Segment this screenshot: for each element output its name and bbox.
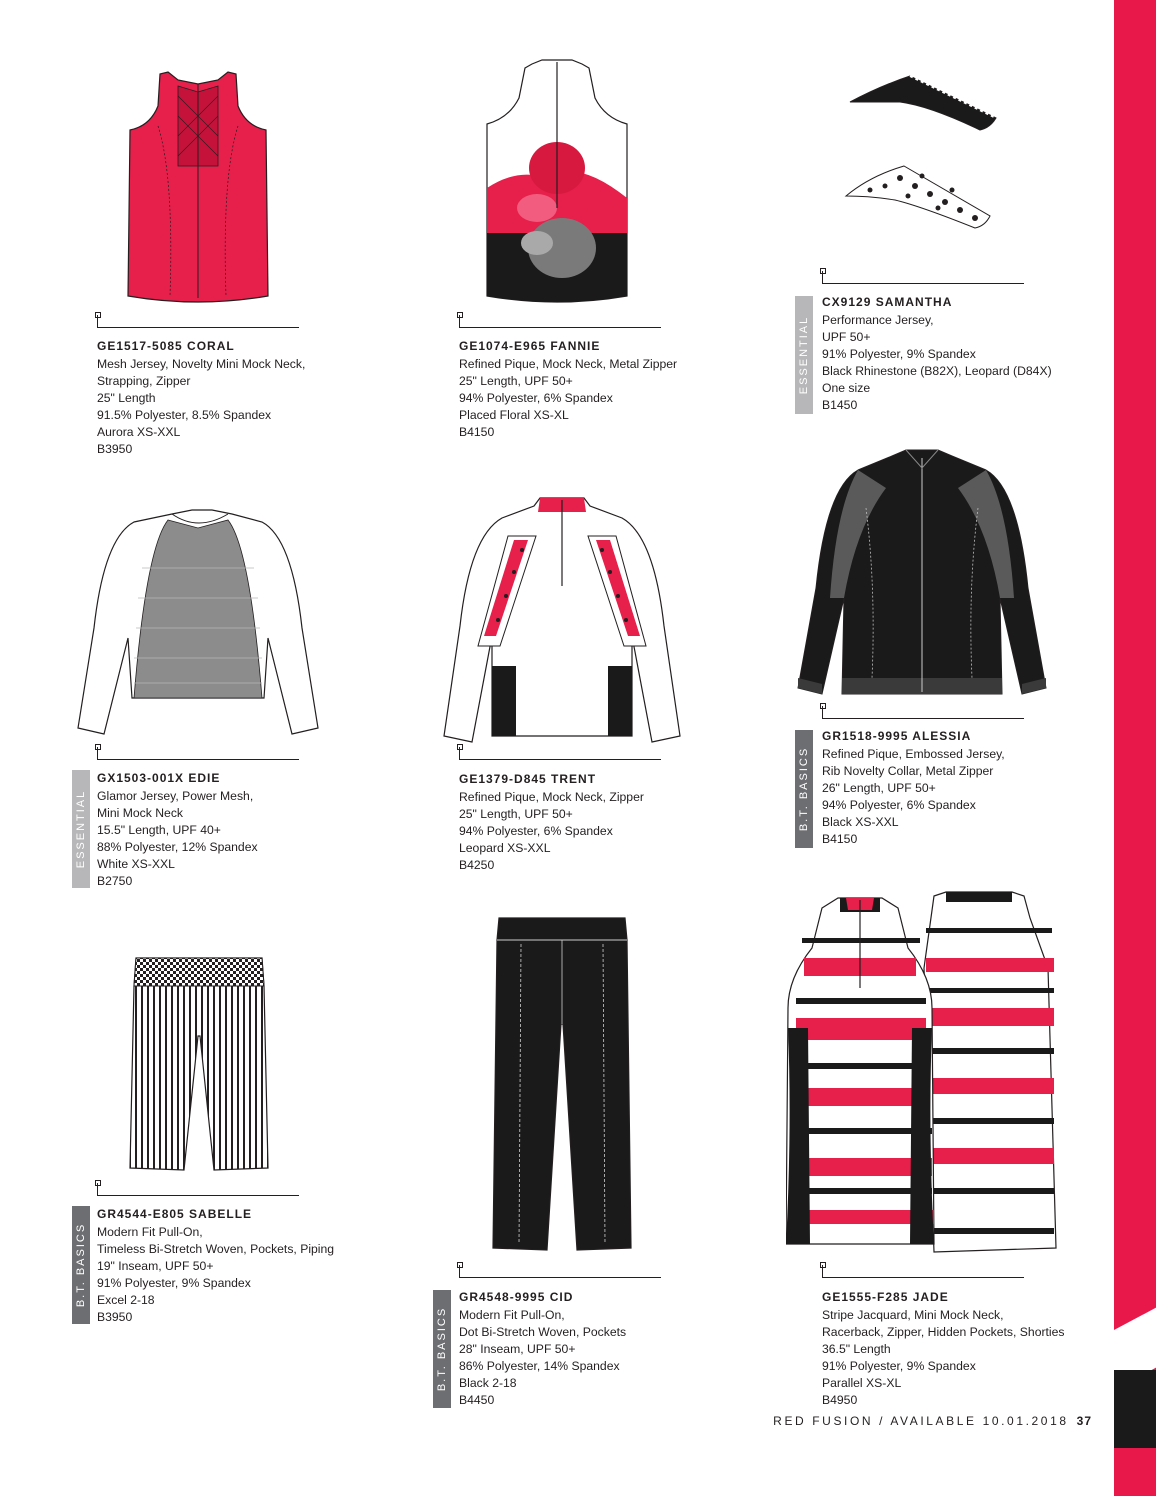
product-detail: 94% Polyester, 6% Spandex: [459, 824, 613, 838]
edie-top-sketch: [72, 508, 324, 738]
product-detail: 28" Inseam, UPF 50+: [459, 1342, 576, 1356]
bt-basics-tag: B.T. BASICS: [433, 1290, 451, 1408]
product-title: GE1555-F285 JADE: [822, 1290, 949, 1304]
alessia-jacket-sketch: [796, 448, 1048, 698]
product-jade: [822, 1289, 1092, 1409]
product-detail: 91% Polyester, 9% Spandex: [97, 1276, 251, 1290]
page-footer: [773, 1414, 1092, 1428]
product-detail: Placed Floral XS-XL: [459, 408, 569, 422]
product-detail: Black XS-XXL: [822, 815, 899, 829]
edie-connector: [95, 744, 305, 760]
accent-stripe: [1114, 0, 1156, 1496]
product-detail: Glamor Jersey, Power Mesh,: [97, 789, 254, 803]
product-detail: B2750: [97, 874, 133, 888]
product-title: GR4544-E805 SABELLE: [97, 1207, 253, 1221]
product-detail: B4250: [459, 858, 495, 872]
product-detail: 91% Polyester, 9% Spandex: [822, 347, 976, 361]
product-detail: 91.5% Polyester, 8.5% Spandex: [97, 408, 272, 422]
product-coral: [97, 338, 367, 458]
product-detail: B3950: [97, 1310, 133, 1324]
product-detail: Aurora XS-XXL: [97, 425, 181, 439]
product-detail: Black 2-18: [459, 1376, 517, 1390]
product-detail: 25" Length, UPF 50+: [459, 374, 573, 388]
product-detail: 19" Inseam, UPF 50+: [97, 1259, 214, 1273]
sabelle-connector: [95, 1180, 305, 1196]
product-alessia: [822, 728, 1092, 848]
trent-top-sketch: [436, 496, 688, 746]
coral-connector: [95, 312, 305, 328]
product-detail: Strapping, Zipper: [97, 374, 191, 388]
product-detail: 94% Polyester, 6% Spandex: [459, 391, 613, 405]
sabelle-shorts-sketch: [128, 956, 270, 1174]
product-detail: 88% Polyester, 12% Spandex: [97, 840, 258, 854]
product-detail: Excel 2-18: [97, 1293, 155, 1307]
product-title: GE1379-D845 TRENT: [459, 772, 597, 786]
product-detail: B4150: [822, 832, 858, 846]
jade-connector: [820, 1262, 1030, 1278]
product-fannie: [459, 338, 729, 441]
product-detail: Refined Pique, Mock Neck, Metal Zipper: [459, 357, 678, 371]
product-detail: 36.5" Length: [822, 1342, 891, 1356]
alessia-connector: [820, 703, 1030, 719]
cid-pants-sketch: [491, 914, 633, 1254]
jade-dress-sketch: [786, 888, 1068, 1260]
product-detail: White XS-XXL: [97, 857, 175, 871]
product-detail: Rib Novelty Collar, Metal Zipper: [822, 764, 994, 778]
product-detail: Performance Jersey,: [822, 313, 934, 327]
product-title: GR1518-9995 ALESSIA: [822, 729, 972, 743]
product-detail: B4450: [459, 1393, 495, 1407]
product-detail: Mini Mock Neck: [97, 806, 184, 820]
product-detail: Timeless Bi-Stretch Woven, Pockets, Piping: [97, 1242, 335, 1256]
accent-stripe-black: [1114, 1370, 1156, 1448]
product-detail: 25" Length, UPF 50+: [459, 807, 573, 821]
product-detail: Stripe Jacquard, Mini Mock Neck,: [822, 1308, 1004, 1322]
product-detail: 26" Length, UPF 50+: [822, 781, 936, 795]
cid-connector: [457, 1262, 667, 1278]
product-detail: Refined Pique, Mock Neck, Zipper: [459, 790, 644, 804]
product-detail: 15.5" Length, UPF 40+: [97, 823, 221, 837]
bt-basics-tag: B.T. BASICS: [72, 1206, 90, 1324]
product-samantha: [822, 294, 1092, 414]
product-detail: Racerback, Zipper, Hidden Pockets, Shorties: [822, 1325, 1065, 1339]
fannie-top-sketch: [477, 58, 637, 308]
product-detail: B1450: [822, 398, 858, 412]
product-detail: Refined Pique, Embossed Jersey,: [822, 747, 1005, 761]
product-detail: 25" Length: [97, 391, 156, 405]
essential-tag: ESSENTIAL: [795, 296, 813, 414]
product-detail: UPF 50+: [822, 330, 871, 344]
samantha-visor-sketch: [840, 66, 1010, 251]
essential-tag: ESSENTIAL: [72, 770, 90, 888]
page-number: 37: [1076, 1414, 1092, 1428]
product-title: GX1503-001X EDIE: [97, 771, 221, 785]
samantha-connector: [820, 268, 1030, 284]
product-cid: [459, 1289, 729, 1409]
product-detail: Black Rhinestone (B82X), Leopard (D84X): [822, 364, 1052, 378]
product-sabelle: [97, 1206, 367, 1326]
product-detail: B3950: [97, 442, 133, 456]
product-detail: Modern Fit Pull-On,: [459, 1308, 565, 1322]
product-title: GE1074-E965 FANNIE: [459, 339, 601, 353]
bt-basics-tag: B.T. BASICS: [795, 730, 813, 848]
trent-connector: [457, 744, 667, 760]
product-detail: Leopard XS-XXL: [459, 841, 551, 855]
product-detail: 94% Polyester, 6% Spandex: [822, 798, 976, 812]
product-edie: [97, 770, 367, 890]
product-detail: B4950: [822, 1393, 858, 1407]
product-title: GR4548-9995 CID: [459, 1290, 574, 1304]
product-detail: Dot Bi-Stretch Woven, Pockets: [459, 1325, 627, 1339]
product-detail: B4150: [459, 425, 495, 439]
fannie-connector: [457, 312, 667, 328]
product-detail: Modern Fit Pull-On,: [97, 1225, 203, 1239]
product-detail: 86% Polyester, 14% Spandex: [459, 1359, 620, 1373]
coral-top-sketch: [118, 66, 278, 308]
product-detail: Parallel XS-XL: [822, 1376, 902, 1390]
product-detail: Mesh Jersey, Novelty Mini Mock Neck,: [97, 357, 306, 371]
product-title: GE1517-5085 CORAL: [97, 339, 235, 353]
product-title: CX9129 SAMANTHA: [822, 295, 953, 309]
product-detail: One size: [822, 381, 871, 395]
product-trent: [459, 771, 729, 874]
product-detail: 91% Polyester, 9% Spandex: [822, 1359, 976, 1373]
collection-availability: RED FUSION / AVAILABLE 10.01.2018: [773, 1414, 1069, 1428]
